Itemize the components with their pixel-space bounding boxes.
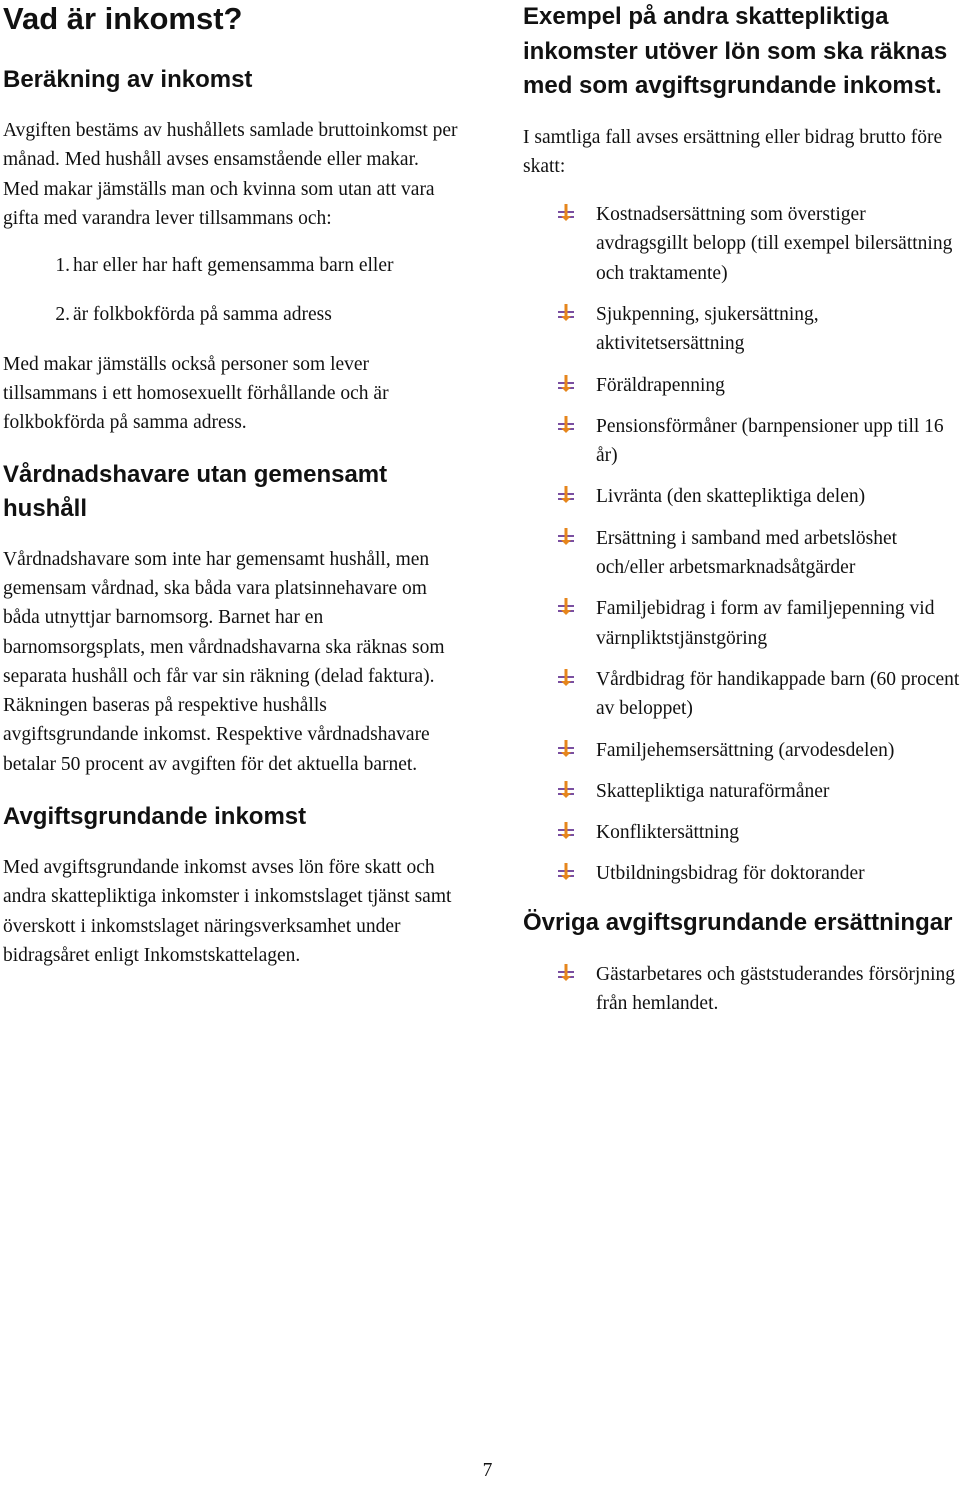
left-column (3, 0, 458, 970)
list-text: Gästarbetares och gäststuderandes försörjning från hemlandet. (596, 963, 956, 1015)
list-item (523, 594, 960, 653)
heading-avgiftsgrundande: Avgiftsgrundande inkomst (3, 803, 307, 831)
list-text: Ersättning i samband med arbetslöshet och/eller arbetsmarknadsåtgärder (596, 527, 898, 579)
list-item (523, 777, 960, 806)
page-title: Vad är inkomst? (3, 1, 243, 36)
list-text: Utbildningsbidrag för doktorander (596, 863, 865, 885)
list-item (523, 200, 960, 288)
stacked-bars-down-arrow-icon (558, 863, 574, 880)
stacked-bars-down-arrow-icon (558, 740, 574, 757)
list-number: 1. (55, 255, 70, 277)
list-text: Konfliktersättning (596, 822, 739, 844)
list-text: Föräldrapenning (596, 374, 725, 396)
stacked-bars-down-arrow-icon (558, 204, 574, 221)
list-text: Pensionsförmåner (barnpensioner upp till 16 år) (596, 415, 944, 467)
list-item (523, 818, 960, 847)
paragraph-samtliga: I samtliga fall avses ersättning eller bidrag brutto före skatt: (523, 126, 943, 177)
heading-exempel: Exempel på andra skattepliktiga inkomster utöver lön som ska räknas med som avgiftsgrundande inkomst. (523, 3, 948, 99)
heading-berakning: Beräkning av inkomst (3, 66, 253, 93)
stacked-bars-down-arrow-icon (558, 416, 574, 433)
heading-vardnadshavare: Vårdnadshavare utan gemensamt hushåll (3, 460, 388, 522)
bullet-container (523, 412, 596, 441)
stacked-bars-down-arrow-icon (558, 486, 574, 503)
stacked-bars-down-arrow-icon (558, 964, 574, 981)
paragraph-makar: Med makar jämställs också personer som lever tillsammans i ett homosexuellt förhållande och är folkbokförda på samma adress. (3, 353, 389, 434)
bullet-container (523, 777, 596, 806)
bullet-container (523, 859, 596, 888)
list-item (523, 371, 960, 400)
list-item (523, 960, 960, 1019)
stacked-bars-down-arrow-icon (558, 304, 574, 321)
bullet-container (523, 300, 596, 329)
list-item (3, 251, 458, 280)
list-text: Familjehemsersättning (arvodesdelen) (596, 739, 895, 761)
bullet-container (523, 665, 596, 694)
stacked-bars-down-arrow-icon (558, 822, 574, 839)
list-item (523, 482, 960, 511)
bullet-container (523, 736, 596, 765)
paragraph-avgiften: Avgiften bestäms av hushållets samlade bruttoinkomst per månad. Med hushåll avses ensamstående eller makar. Med makar jämställs man och kvinna som utan att vara gifta med varandra lever tillsammans och: (3, 120, 458, 229)
list-text: Vårdbidrag för handikappade barn (60 procent av beloppet) (596, 668, 960, 720)
list-item (3, 300, 458, 329)
stacked-bars-down-arrow-icon (558, 528, 574, 545)
bullet-container (523, 594, 596, 623)
exempel-list (523, 200, 960, 889)
stacked-bars-down-arrow-icon (558, 598, 574, 615)
right-column (523, 0, 960, 1030)
list-item (523, 736, 960, 765)
list-text: har eller har haft gemensamma barn eller (73, 255, 394, 277)
ovriga-list (523, 960, 960, 1019)
heading-ovriga: Övriga avgiftsgrundande ersättningar (523, 908, 953, 936)
list-text: Skattepliktiga naturaförmåner (596, 780, 830, 802)
list-text: Familjebidrag i form av familjepenning vid värnpliktstjänstgöring (596, 598, 935, 649)
list-text: Livränta (den skattepliktiga delen) (596, 486, 866, 508)
list-number: 2. (55, 304, 70, 326)
list-item (523, 524, 960, 583)
bullet-container (523, 200, 596, 229)
paragraph-vardnadshavare: Vårdnadshavare som inte har gemensamt hushåll, men gemensam vårdnad, ska båda vara platsinnehavare om båda utnyttjar barnomsorg. Barnet har en barnomsorgsplats, men vårdnadshavarna ska räknas som separata hushåll och får var sin räkning (delad faktura). Räkningen baseras på respektive hushålls avgiftsgrundande inkomst. Respektive vårdnadshavare betalar 50 procent av avgiften för det aktuella barnet. (3, 548, 445, 775)
list-item (523, 665, 960, 724)
page-number: 7 (482, 1460, 493, 1481)
bullet-container (523, 482, 596, 511)
bullet-container (523, 960, 596, 989)
bullet-container (523, 524, 596, 553)
list-item (523, 300, 960, 359)
conditions-list (3, 251, 458, 330)
bullet-container (523, 371, 596, 400)
bullet-container (523, 818, 596, 847)
list-text: är folkbokförda på samma adress (73, 304, 332, 326)
list-text: Sjukpenning, sjukersättning, aktivitetsersättning (596, 303, 819, 355)
stacked-bars-down-arrow-icon (558, 375, 574, 392)
stacked-bars-down-arrow-icon (558, 669, 574, 686)
list-item (523, 412, 960, 471)
stacked-bars-down-arrow-icon (558, 781, 574, 798)
list-item (523, 859, 960, 888)
list-text: Kostnadsersättning som överstiger avdragsgillt belopp (till exempel bilersättning och traktamente) (596, 204, 953, 284)
paragraph-avgiftsgrundande: Med avgiftsgrundande inkomst avses lön före skatt och andra skattepliktiga inkomster i inkomstslaget tjänst samt överskott i inkomstslaget näringsverksamhet under bidragsåret enligt Inkomstskattelagen. (3, 857, 452, 966)
